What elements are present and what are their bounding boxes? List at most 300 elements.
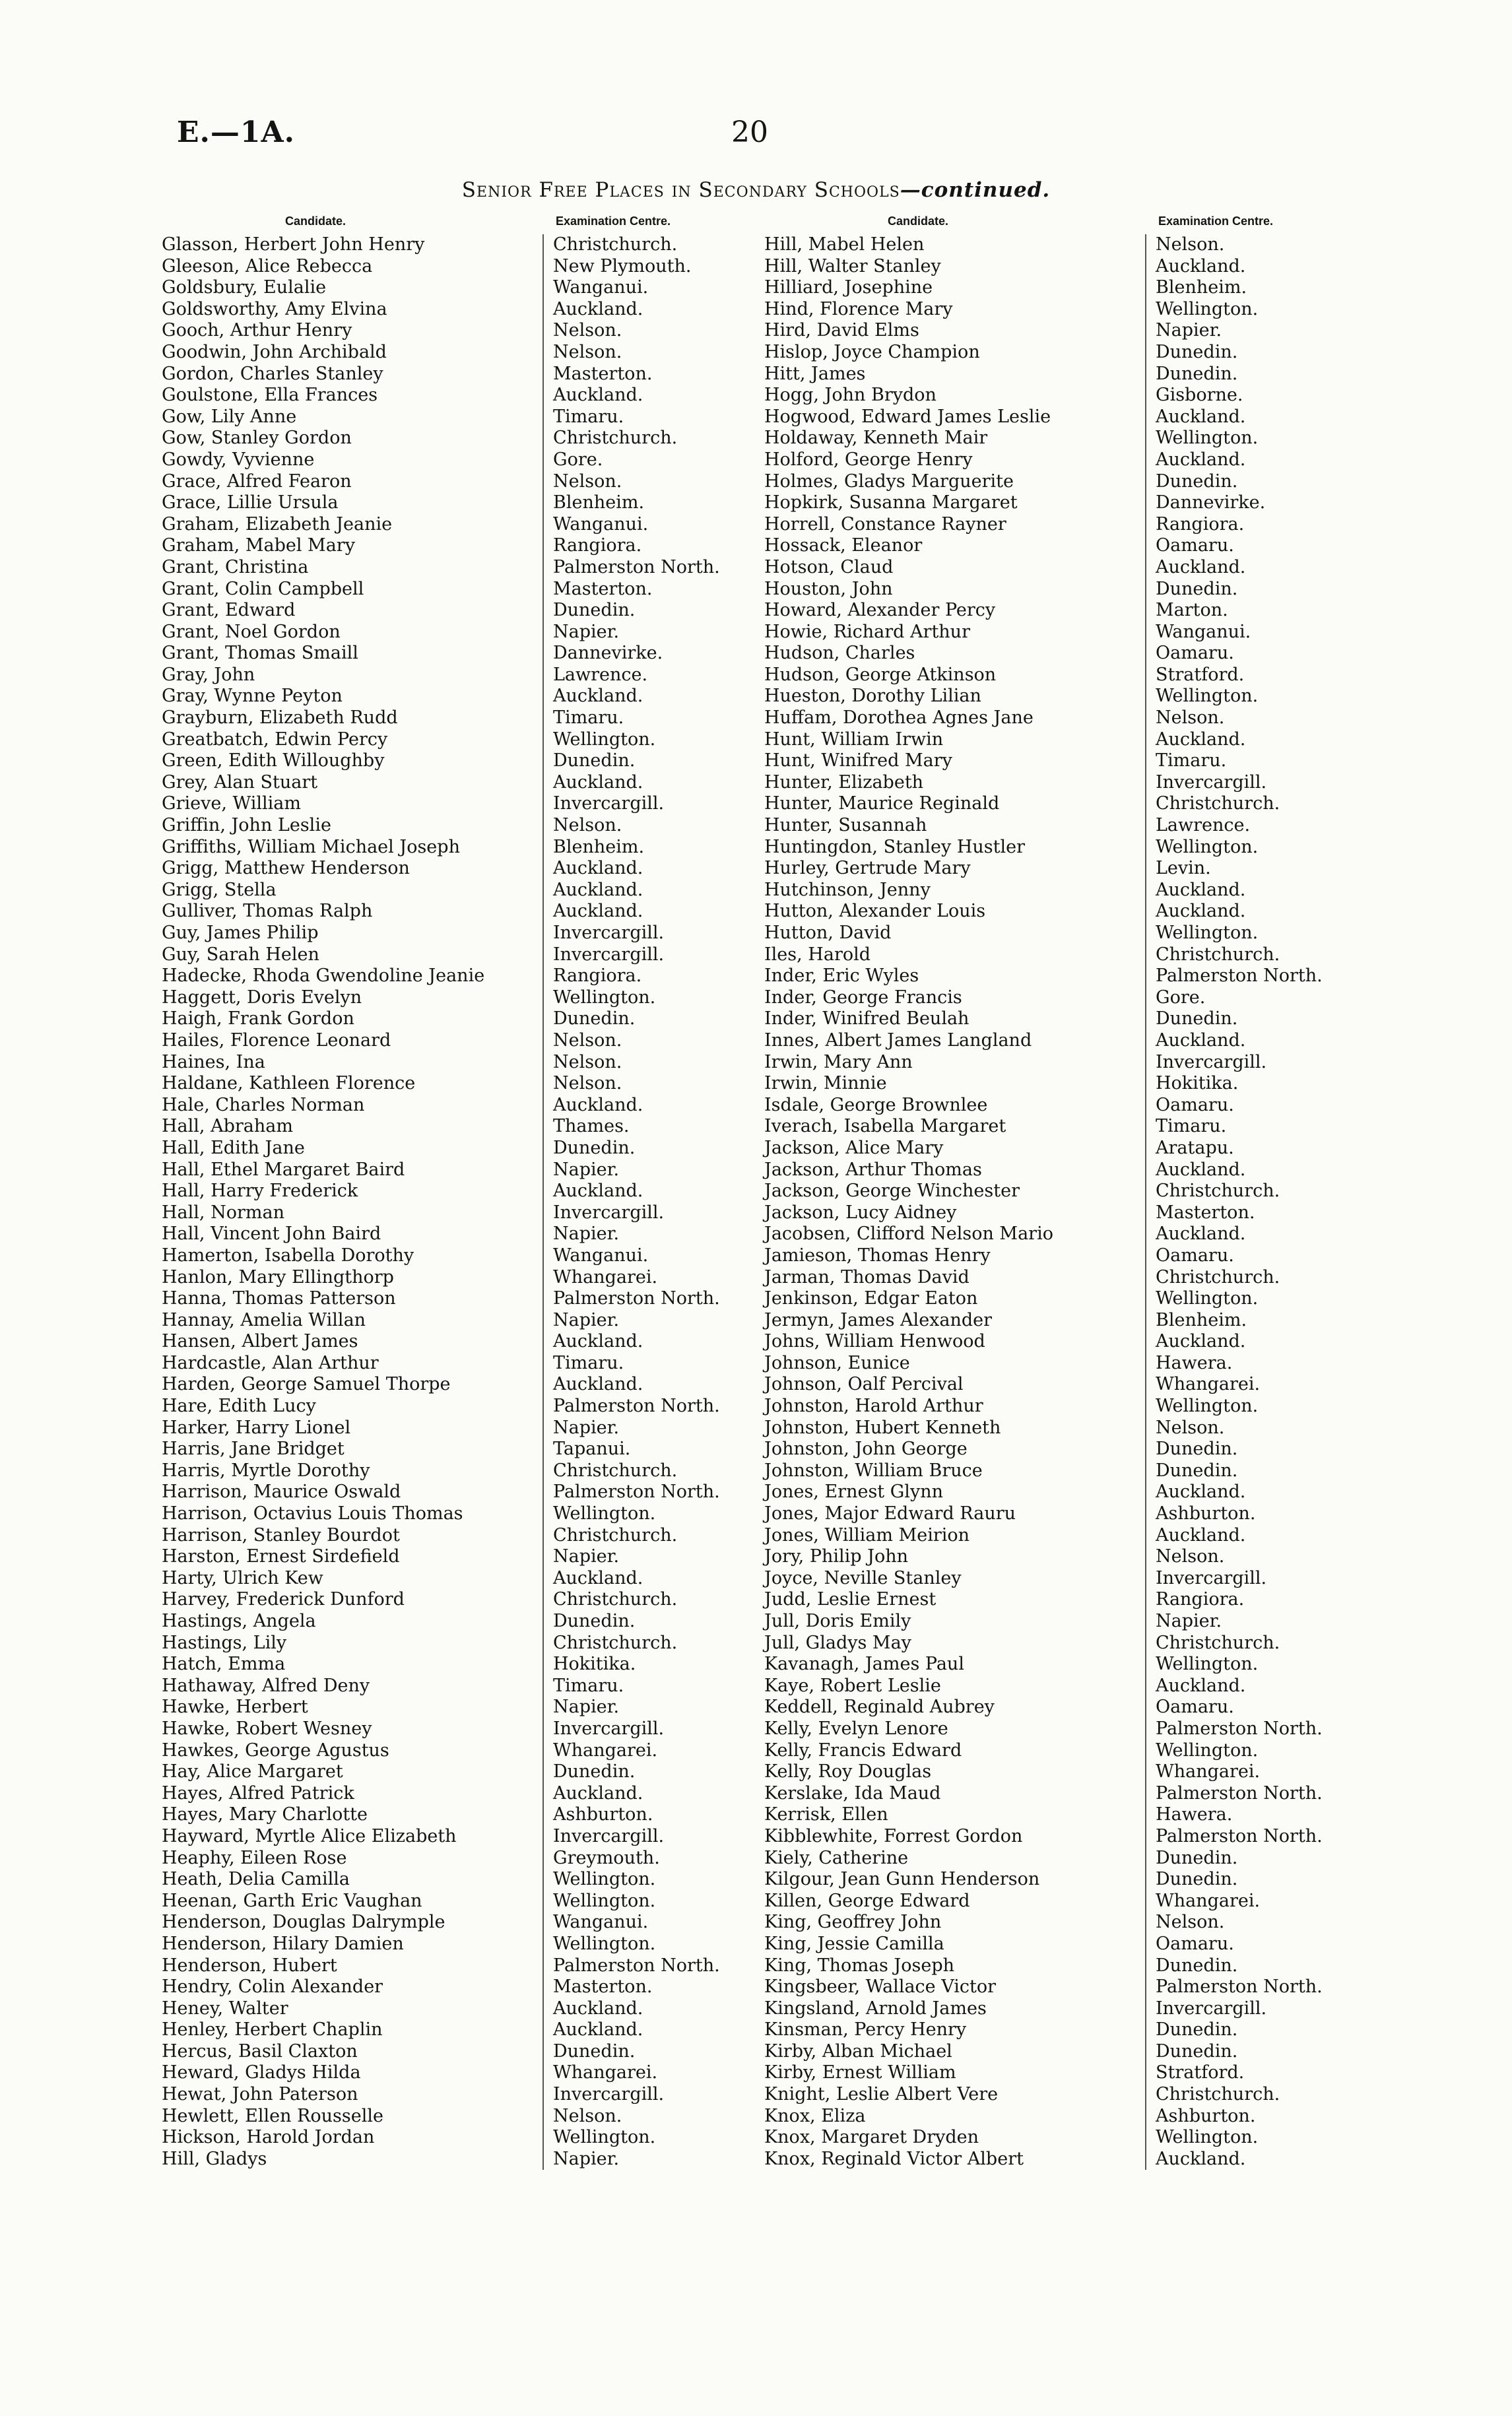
candidate-name: Hadecke, Rhoda Gwendoline Jeanie xyxy=(162,965,485,987)
candidate-name: Hercus, Basil Claxton xyxy=(162,2041,358,2062)
candidate-row xyxy=(762,1783,1354,1805)
column-rule xyxy=(542,1761,544,1783)
candidate-name: Hale, Charles Norman xyxy=(162,1094,365,1115)
column-rule xyxy=(1145,750,1146,772)
examination-centre: Stratford. xyxy=(1156,2062,1245,2083)
column-rule xyxy=(542,1976,544,1998)
candidate-name: Johnson, Eunice xyxy=(764,1352,910,1373)
examination-centre: Auckland. xyxy=(1156,901,1246,922)
candidate-row xyxy=(762,729,1354,751)
candidate-name: Holford, George Henry xyxy=(764,449,973,470)
examination-centre: Wellington. xyxy=(553,1933,656,1954)
candidate-name: Kingsland, Arnold James xyxy=(764,1998,987,2019)
column-rule xyxy=(1145,1353,1146,1375)
examination-centre: Auckland. xyxy=(553,1094,643,1115)
column-rule xyxy=(542,1116,544,1138)
column-rule xyxy=(542,1826,544,1848)
candidate-row xyxy=(762,1503,1354,1525)
column-rule xyxy=(1145,1052,1146,1074)
column-rule xyxy=(542,1138,544,1159)
examination-centre: Wellington. xyxy=(1156,428,1259,449)
candidate-name: Kelly, Evelyn Lenore xyxy=(764,1718,948,1739)
examination-centre: Wanganui. xyxy=(553,1912,649,1933)
column-rule xyxy=(542,1202,544,1224)
candidate-row xyxy=(160,772,751,794)
candidate-name: Hudson, George Atkinson xyxy=(764,664,997,685)
candidate-name: Iverach, Isabella Margaret xyxy=(764,1116,1006,1137)
candidate-row xyxy=(762,600,1354,622)
column-rule xyxy=(542,1052,544,1074)
examination-centre: Invercargill. xyxy=(553,1825,665,1846)
candidate-name: Hind, Florence Mary xyxy=(764,298,953,319)
candidate-name: Grant, Edward xyxy=(162,600,296,621)
column-rule xyxy=(1145,622,1146,643)
column-rule xyxy=(542,1568,544,1590)
column-headers xyxy=(160,214,751,234)
candidate-name: Hansen, Albert James xyxy=(162,1331,358,1352)
column-rule xyxy=(542,772,544,794)
examination-centre: Palmerston North. xyxy=(553,1288,720,1309)
candidate-name: Heath, Delia Camilla xyxy=(162,1869,350,1890)
examination-centre: Invercargill. xyxy=(553,793,665,814)
examination-centre: Dunedin. xyxy=(1156,1460,1238,1481)
examination-centre: Christchurch. xyxy=(553,428,678,449)
candidate-row xyxy=(762,923,1354,944)
candidate-row xyxy=(160,320,751,342)
candidate-name: Grayburn, Elizabeth Rudd xyxy=(162,707,398,729)
examination-centre: Ashburton. xyxy=(553,1804,653,1825)
column-rule xyxy=(1145,1783,1146,1805)
candidate-row xyxy=(762,815,1354,837)
candidate-name: Harker, Harry Lionel xyxy=(162,1417,351,1438)
column-rule xyxy=(542,1740,544,1762)
examination-centre: Invercargill. xyxy=(553,944,665,965)
examination-centre: Wellington. xyxy=(1156,923,1259,943)
candidate-name: Howie, Richard Arthur xyxy=(764,621,970,642)
candidate-row xyxy=(160,1718,751,1740)
candidate-name: Gowdy, Vyvienne xyxy=(162,449,315,470)
candidate-name: Grey, Alan Stuart xyxy=(162,771,318,793)
candidate-row xyxy=(160,277,751,299)
examination-centre: Whangarei. xyxy=(1156,1761,1261,1782)
examination-centre: Dunedin. xyxy=(1156,1847,1238,1868)
examination-centre: Blenheim. xyxy=(1156,1309,1247,1330)
candidate-name: Gow, Stanley Gordon xyxy=(162,428,352,449)
column-rule xyxy=(1145,2149,1146,2171)
column-rule xyxy=(542,1955,544,1977)
column-rule xyxy=(542,837,544,859)
examination-centre: Invercargill. xyxy=(553,923,665,943)
examination-centre: Oamaru. xyxy=(1156,1697,1234,1718)
examination-centre: Palmerston North. xyxy=(553,1955,720,1976)
candidate-row xyxy=(160,1589,751,1611)
candidate-name: Jory, Philip John xyxy=(764,1546,909,1567)
column-rule xyxy=(542,622,544,643)
column-rule xyxy=(1145,1891,1146,1912)
column-rule xyxy=(1145,793,1146,815)
examination-centre: Invercargill. xyxy=(1156,1998,1267,2019)
right-column xyxy=(762,214,1354,2170)
column-rule xyxy=(542,1331,544,1353)
candidate-name: Hardcastle, Alan Arthur xyxy=(162,1352,379,1373)
candidate-row xyxy=(762,1460,1354,1482)
column-rule xyxy=(1145,923,1146,944)
candidate-row xyxy=(160,1288,751,1310)
column-rule xyxy=(542,1503,544,1525)
column-rule xyxy=(542,1374,544,1396)
column-rule xyxy=(1145,1697,1146,1718)
examination-centre: Christchurch. xyxy=(1156,1181,1280,1202)
candidate-name: Hastings, Angela xyxy=(162,1611,316,1631)
candidate-list xyxy=(762,234,1354,2170)
examination-centre: Dunedin. xyxy=(1156,2041,1238,2062)
column-rule xyxy=(542,729,544,751)
column-rule xyxy=(542,449,544,471)
examination-centre: Auckland. xyxy=(1156,1482,1246,1503)
examination-centre: Dunedin. xyxy=(1156,363,1238,384)
candidate-name: Henderson, Hubert xyxy=(162,1955,337,1976)
column-rule xyxy=(1145,880,1146,901)
examination-centre: Nelson. xyxy=(1156,1417,1225,1438)
column-rule xyxy=(1145,1396,1146,1418)
candidate-name: Hueston, Dorothy Lilian xyxy=(764,686,981,707)
examination-centre: Napier. xyxy=(553,1159,620,1180)
candidate-name: Jacobsen, Clifford Nelson Mario xyxy=(764,1224,1053,1245)
examination-centre: Nelson. xyxy=(553,815,622,836)
candidate-name: Griffiths, William Michael Joseph xyxy=(162,836,460,857)
examination-centre: Hawera. xyxy=(1156,1804,1233,1825)
column-rule xyxy=(1145,1976,1146,1998)
candidate-row xyxy=(762,944,1354,966)
examination-centre: Dunedin. xyxy=(553,2041,636,2062)
column-rule xyxy=(542,320,544,342)
candidate-name: Goulstone, Ella Frances xyxy=(162,385,378,406)
candidate-row xyxy=(762,1955,1354,1977)
column-rule xyxy=(542,1783,544,1805)
examination-centre: Christchurch. xyxy=(553,1632,678,1653)
column-rule xyxy=(1145,1546,1146,1568)
candidate-row xyxy=(160,1912,751,1934)
candidate-name: Hanna, Thomas Patterson xyxy=(162,1288,396,1309)
column-rule xyxy=(1145,1030,1146,1052)
candidate-row xyxy=(762,987,1354,1009)
candidate-row xyxy=(160,1267,751,1289)
candidate-name: Hall, Norman xyxy=(162,1202,284,1223)
column-rule xyxy=(1145,1374,1146,1396)
column-rule xyxy=(1145,665,1146,686)
examination-centre: Invercargill. xyxy=(1156,1051,1267,1072)
examination-centre: Auckland. xyxy=(1156,406,1246,427)
column-rule xyxy=(542,1418,544,1439)
candidate-row xyxy=(762,535,1354,557)
column-rule xyxy=(542,2062,544,2084)
candidate-name: Jackson, George Winchester xyxy=(764,1181,1020,1202)
column-rule xyxy=(1145,557,1146,579)
candidate-row xyxy=(762,1998,1354,2020)
candidate-row xyxy=(160,299,751,321)
column-rule xyxy=(1145,1633,1146,1654)
examination-centre: Auckland. xyxy=(1156,1029,1246,1051)
examination-centre: Stratford. xyxy=(1156,664,1245,685)
examination-centre: Christchurch. xyxy=(1156,1632,1280,1653)
candidate-name: Knox, Reginald Victor Albert xyxy=(764,2148,1024,2169)
examination-centre: Dunedin. xyxy=(1156,341,1238,362)
candidate-row xyxy=(160,1568,751,1590)
examination-centre: Auckland. xyxy=(553,901,643,922)
candidate-row xyxy=(160,1955,751,1977)
examination-centre: Oamaru. xyxy=(1156,643,1234,664)
candidate-name: Greatbatch, Edwin Percy xyxy=(162,729,388,750)
examination-centre: Dannevirke. xyxy=(1156,492,1266,513)
examination-centre: Whangarei. xyxy=(553,2062,658,2083)
candidate-row xyxy=(762,277,1354,299)
examination-centre: Hokitika. xyxy=(553,1654,636,1675)
column-rule xyxy=(542,2127,544,2149)
examination-centre: Palmerston North. xyxy=(553,556,720,577)
candidate-name: Heward, Gladys Hilda xyxy=(162,2062,361,2083)
examination-centre: Nelson. xyxy=(553,320,622,341)
candidate-row xyxy=(160,1052,751,1074)
examination-centre: Auckland. xyxy=(553,1374,643,1395)
examination-centre: Christchurch. xyxy=(1156,793,1280,814)
candidate-row xyxy=(160,2062,751,2084)
examination-centre: Timaru. xyxy=(553,406,624,427)
examination-centre: Nelson. xyxy=(1156,234,1225,255)
column-rule xyxy=(1145,1202,1146,1224)
column-rule xyxy=(542,1589,544,1611)
centre-header: Examination Centre. xyxy=(1158,214,1274,228)
column-rule xyxy=(1145,1482,1146,1503)
candidate-row xyxy=(160,514,751,536)
candidate-name: Gulliver, Thomas Ralph xyxy=(162,901,373,922)
candidate-row xyxy=(160,1095,751,1117)
candidate-list xyxy=(160,234,751,2170)
examination-centre: Wanganui. xyxy=(553,277,649,298)
candidate-row xyxy=(762,1202,1354,1224)
candidate-name: Hickson, Harold Jordan xyxy=(162,2127,375,2148)
candidate-row xyxy=(160,944,751,966)
candidate-name: Hastings, Lily xyxy=(162,1632,287,1653)
candidate-row xyxy=(160,643,751,665)
column-rule xyxy=(542,1998,544,2020)
candidate-row xyxy=(160,407,751,428)
examination-centre: Nelson. xyxy=(553,1073,622,1094)
candidate-name: Hall, Ethel Margaret Baird xyxy=(162,1159,405,1180)
column-rule xyxy=(542,2084,544,2106)
examination-centre: Aratapu. xyxy=(1156,1137,1234,1158)
candidate-row xyxy=(762,1374,1354,1396)
candidate-name: Keddell, Reginald Aubrey xyxy=(764,1697,995,1718)
candidate-header: Candidate. xyxy=(888,214,949,228)
examination-centre: Invercargill. xyxy=(553,1718,665,1739)
candidate-row xyxy=(762,1267,1354,1289)
candidate-row xyxy=(762,1869,1354,1891)
examination-centre: Masterton. xyxy=(553,578,653,599)
candidate-row xyxy=(762,1008,1354,1030)
column-rule xyxy=(1145,1310,1146,1332)
examination-centre: Auckland. xyxy=(1156,2148,1246,2169)
candidate-row xyxy=(762,1224,1354,1245)
examination-centre: Blenheim. xyxy=(553,492,645,513)
column-rule xyxy=(1145,277,1146,299)
examination-centre: Auckland. xyxy=(553,385,643,406)
column-rule xyxy=(1145,643,1146,665)
column-rule xyxy=(542,1396,544,1418)
candidate-name: Hutton, David xyxy=(764,923,892,943)
candidate-name: Inder, Winifred Beulah xyxy=(764,1008,970,1029)
column-rule xyxy=(542,643,544,665)
candidate-name: Jarman, Thomas David xyxy=(764,1266,970,1288)
candidate-name: Goldsworthy, Amy Elvina xyxy=(162,298,387,319)
candidate-row xyxy=(160,1331,751,1353)
column-rule xyxy=(542,2019,544,2041)
candidate-name: Inder, George Francis xyxy=(764,987,962,1008)
column-rule xyxy=(1145,2084,1146,2106)
candidate-row xyxy=(160,1353,751,1375)
column-rule xyxy=(542,1181,544,1202)
centre-header: Examination Centre. xyxy=(556,214,671,228)
column-rule xyxy=(542,1353,544,1375)
examination-centre: Napier. xyxy=(553,1309,620,1330)
candidate-name: Hall, Edith Jane xyxy=(162,1137,305,1158)
candidate-row xyxy=(160,1611,751,1633)
candidate-name: Kerslake, Ida Maud xyxy=(764,1782,941,1804)
candidate-row xyxy=(160,1482,751,1503)
examination-centre: Wellington. xyxy=(1156,1288,1259,1309)
examination-centre: Dunedin. xyxy=(553,1008,636,1029)
left-column xyxy=(160,214,751,2170)
candidate-name: Grigg, Matthew Henderson xyxy=(162,858,410,879)
column-rule xyxy=(1145,256,1146,278)
candidate-name: Hunter, Elizabeth xyxy=(764,771,924,793)
column-rule xyxy=(1145,944,1146,966)
column-rule xyxy=(542,1224,544,1245)
candidate-row xyxy=(160,1804,751,1826)
candidate-row xyxy=(762,449,1354,471)
candidate-name: Huntingdon, Stanley Hustler xyxy=(764,836,1026,857)
examination-centre: Timaru. xyxy=(553,707,624,729)
column-rule xyxy=(542,1288,544,1310)
candidate-row xyxy=(160,815,751,837)
candidate-name: Harston, Ernest Sirdefield xyxy=(162,1546,400,1567)
candidate-row xyxy=(160,449,751,471)
examination-centre: Whangarei. xyxy=(1156,1374,1261,1395)
candidate-row xyxy=(762,234,1354,256)
examination-centre: Lawrence. xyxy=(553,664,648,685)
column-rule xyxy=(542,514,544,536)
candidate-row xyxy=(762,643,1354,665)
candidate-row xyxy=(762,514,1354,536)
candidate-name: Kerrisk, Ellen xyxy=(764,1804,888,1825)
examination-centre: Dunedin. xyxy=(1156,2019,1238,2041)
candidate-row xyxy=(160,686,751,707)
column-rule xyxy=(1145,1095,1146,1117)
candidate-row xyxy=(160,1374,751,1396)
column-rule xyxy=(1145,2106,1146,2128)
examination-centre: New Plymouth. xyxy=(553,255,692,277)
candidate-row xyxy=(762,256,1354,278)
candidate-name: Hunt, Winifred Mary xyxy=(764,750,952,771)
examination-centre: Wanganui. xyxy=(553,513,649,535)
column-rule xyxy=(1145,234,1146,256)
column-rule xyxy=(542,880,544,901)
examination-centre: Napier. xyxy=(553,1224,620,1245)
candidate-row xyxy=(762,901,1354,923)
candidate-row xyxy=(762,1525,1354,1547)
candidate-row xyxy=(762,858,1354,880)
candidate-row xyxy=(160,923,751,944)
examination-centre: Palmerston North. xyxy=(553,1396,720,1417)
examination-centre: Nelson. xyxy=(553,341,622,362)
column-rule xyxy=(542,2106,544,2128)
report-reference: E.—1A. xyxy=(177,115,295,149)
column-rule xyxy=(542,858,544,880)
examination-centre: Auckland. xyxy=(553,1181,643,1202)
examination-centre: Timaru. xyxy=(553,1352,624,1373)
column-rule xyxy=(1145,1912,1146,1934)
candidate-name: Howard, Alexander Percy xyxy=(764,600,996,621)
candidate-row xyxy=(762,1891,1354,1912)
page-number: 20 xyxy=(731,115,768,149)
examination-centre: Christchurch. xyxy=(1156,944,1280,965)
examination-centre: Auckland. xyxy=(1156,1159,1246,1180)
examination-centre: Wellington. xyxy=(553,1890,656,1911)
examination-centre: Invercargill. xyxy=(1156,771,1267,793)
column-rule xyxy=(1145,858,1146,880)
candidate-name: Hurley, Gertrude Mary xyxy=(764,858,971,879)
candidate-row xyxy=(762,1848,1354,1870)
column-rule xyxy=(1145,965,1146,987)
column-rule xyxy=(542,342,544,364)
candidate-name: Kibblewhite, Forrest Gordon xyxy=(764,1825,1023,1846)
candidate-row xyxy=(160,2019,751,2041)
candidate-row xyxy=(762,2084,1354,2106)
examination-centre: Dunedin. xyxy=(1156,1008,1238,1029)
column-rule xyxy=(542,1245,544,1267)
candidate-row xyxy=(160,837,751,859)
column-rule xyxy=(542,1482,544,1503)
candidate-row xyxy=(762,1052,1354,1074)
examination-centre: Auckland. xyxy=(1156,255,1246,277)
candidate-name: Killen, George Edward xyxy=(764,1890,970,1911)
column-rule xyxy=(542,944,544,966)
candidate-name: Jones, William Meirion xyxy=(764,1524,970,1546)
candidate-row xyxy=(762,385,1354,407)
examination-centre: Wellington. xyxy=(1156,298,1259,319)
examination-centre: Rangiora. xyxy=(553,535,642,556)
column-rule xyxy=(1145,299,1146,321)
column-rule xyxy=(1145,364,1146,385)
candidate-row xyxy=(762,2019,1354,2041)
examination-centre: Palmerston North. xyxy=(1156,1976,1323,1998)
candidate-row xyxy=(160,1460,751,1482)
candidate-row xyxy=(160,1848,751,1870)
candidate-row xyxy=(160,965,751,987)
candidate-row xyxy=(160,1676,751,1697)
candidate-row xyxy=(762,665,1354,686)
candidate-name: Hill, Mabel Helen xyxy=(764,234,925,255)
candidate-name: Hendry, Colin Alexander xyxy=(162,1976,383,1998)
candidate-name: Goodwin, John Archibald xyxy=(162,341,387,362)
candidate-row xyxy=(160,2149,751,2171)
column-rule xyxy=(542,471,544,493)
candidate-name: Jones, Ernest Glynn xyxy=(764,1482,943,1503)
examination-centre: Wellington. xyxy=(1156,2127,1259,2148)
column-rule xyxy=(542,815,544,837)
candidate-row xyxy=(160,1008,751,1030)
column-rule xyxy=(1145,2127,1146,2149)
examination-centre: Napier. xyxy=(553,2148,620,2169)
